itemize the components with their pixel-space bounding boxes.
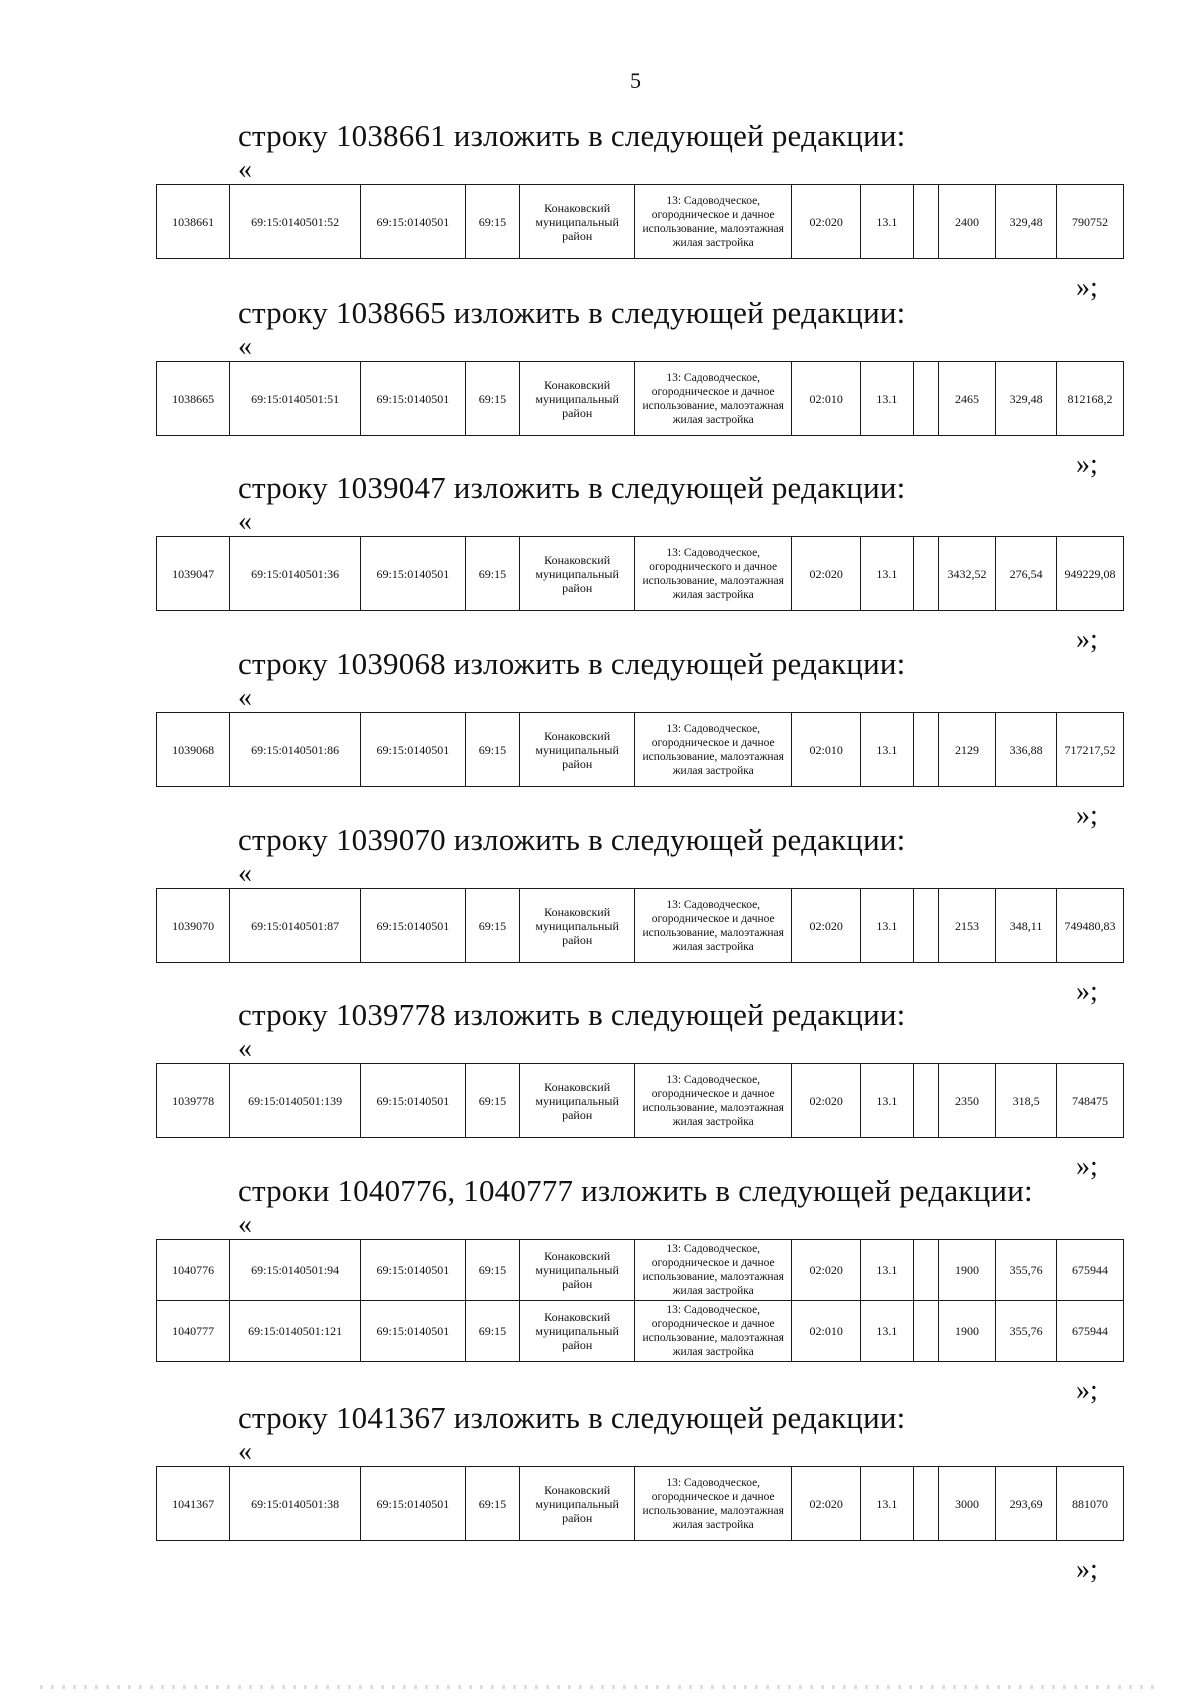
municipality-cell: Конаковский муниципальный район	[520, 362, 635, 436]
land-use-cell: 13: Садоводческое, огородническое и дачное использование, малоэтажная жилая застройка	[635, 1301, 792, 1362]
registry-table	[156, 1063, 1124, 1138]
area-cell: 2350	[938, 1064, 996, 1138]
table-row	[157, 362, 1124, 436]
cadastral-value-cell: 881070	[1056, 1467, 1123, 1541]
specific-value-cell: 329,48	[996, 185, 1057, 259]
registry-table	[156, 184, 1124, 259]
land-use-cell: 13: Садоводческое, огородническое и дачное использование, малоэтажная жилая застройка	[635, 1467, 792, 1541]
close-quote: »;	[1076, 976, 1098, 1007]
area-cell: 1900	[938, 1301, 996, 1362]
district-code-cell: 69:15	[465, 1064, 519, 1138]
amendment-block	[0, 646, 1200, 850]
registry-table	[156, 1239, 1124, 1362]
land-use-cell: 13: Садоводческое, огороднического и дачное использование, малоэтажная жилая застройка	[635, 537, 792, 611]
amendment-heading: строку 1038665 изложить в следующей редакции:	[238, 295, 906, 330]
land-use-cell: 13: Садоводческое, огородническое и дачное использование, малоэтажная жилая застройка	[635, 185, 792, 259]
code-cell: 02:020	[792, 889, 861, 963]
amendment-heading: строку 1039047 изложить в следующей редакции:	[238, 470, 906, 505]
close-quote: »;	[1076, 1554, 1098, 1585]
district-code-cell: 69:15	[465, 1467, 519, 1541]
group-cell: 13.1	[861, 1240, 913, 1301]
land-use-cell: 13: Садоводческое, огородническое и дачное использование, малоэтажная жилая застройка	[635, 362, 792, 436]
district-code-cell: 69:15	[465, 537, 519, 611]
cadastral-value-cell: 717217,52	[1056, 713, 1123, 787]
municipality-cell: Конаковский муниципальный район	[520, 1301, 635, 1362]
municipality-cell: Конаковский муниципальный район	[520, 185, 635, 259]
empty-cell	[913, 185, 938, 259]
cadastral-number-cell: 69:15:0140501:121	[230, 1301, 361, 1362]
specific-value-cell: 329,48	[996, 362, 1057, 436]
cadastral-number-cell: 69:15:0140501:139	[230, 1064, 361, 1138]
cadastral-number-cell: 69:15:0140501:87	[230, 889, 361, 963]
area-cell: 3000	[938, 1467, 996, 1541]
code-cell: 02:010	[792, 713, 861, 787]
land-use-cell: 13: Садоводческое, огородническое и дачное использование, малоэтажная жилая застройка	[635, 713, 792, 787]
cadastral-number-cell: 69:15:0140501:36	[230, 537, 361, 611]
amendment-heading: строку 1039070 изложить в следующей редакции:	[238, 822, 906, 857]
empty-cell	[913, 1301, 938, 1362]
group-cell: 13.1	[861, 537, 913, 611]
amendment-block	[0, 997, 1200, 1201]
district-code-cell: 69:15	[465, 889, 519, 963]
quarter-cell: 69:15:0140501	[361, 1467, 466, 1541]
open-quote: «	[238, 331, 252, 362]
quarter-cell: 69:15:0140501	[361, 537, 466, 611]
empty-cell	[913, 362, 938, 436]
land-use-cell: 13: Садоводческое, огородническое и дачное использование, малоэтажная жилая застройка	[635, 1240, 792, 1301]
quarter-cell: 69:15:0140501	[361, 185, 466, 259]
specific-value-cell: 348,11	[996, 889, 1057, 963]
group-cell: 13.1	[861, 1064, 913, 1138]
amendment-heading: строку 1041367 изложить в следующей редакции:	[238, 1400, 906, 1435]
amendment-heading: строку 1039068 изложить в следующей редакции:	[238, 646, 906, 681]
registry-table	[156, 888, 1124, 963]
table-row	[157, 537, 1124, 611]
code-cell: 02:020	[792, 1064, 861, 1138]
amendment-block	[0, 118, 1200, 322]
code-cell: 02:010	[792, 362, 861, 436]
municipality-cell: Конаковский муниципальный район	[520, 537, 635, 611]
quarter-cell: 69:15:0140501	[361, 1301, 466, 1362]
group-cell: 13.1	[861, 1467, 913, 1541]
municipality-cell: Конаковский муниципальный район	[520, 1064, 635, 1138]
registry-table	[156, 361, 1124, 436]
code-cell: 02:020	[792, 1240, 861, 1301]
table-row	[157, 1301, 1124, 1362]
close-quote: »;	[1076, 449, 1098, 480]
cadastral-number-cell: 69:15:0140501:86	[230, 713, 361, 787]
area-cell: 2400	[938, 185, 996, 259]
cadastral-number-cell: 69:15:0140501:94	[230, 1240, 361, 1301]
municipality-cell: Конаковский муниципальный район	[520, 713, 635, 787]
quarter-cell: 69:15:0140501	[361, 1240, 466, 1301]
district-code-cell: 69:15	[465, 1240, 519, 1301]
specific-value-cell: 318,5	[996, 1064, 1057, 1138]
land-use-cell: 13: Садоводческое, огородническое и дачное использование, малоэтажная жилая застройка	[635, 889, 792, 963]
cadastral-value-cell: 812168,2	[1056, 362, 1123, 436]
amendment-heading: строку 1038661 изложить в следующей редакции:	[238, 118, 906, 153]
area-cell: 3432,52	[938, 537, 996, 611]
open-quote: «	[238, 1436, 252, 1467]
row-id-cell: 1039047	[157, 537, 230, 611]
specific-value-cell: 355,76	[996, 1301, 1057, 1362]
area-cell: 2129	[938, 713, 996, 787]
amendment-heading: строку 1039778 изложить в следующей редакции:	[238, 997, 906, 1032]
open-quote: «	[238, 858, 252, 889]
table-row	[157, 185, 1124, 259]
table-row	[157, 1240, 1124, 1301]
cadastral-number-cell: 69:15:0140501:51	[230, 362, 361, 436]
district-code-cell: 69:15	[465, 185, 519, 259]
row-id-cell: 1039070	[157, 889, 230, 963]
area-cell: 2465	[938, 362, 996, 436]
amendment-block	[0, 295, 1200, 499]
close-quote: »;	[1076, 624, 1098, 655]
district-code-cell: 69:15	[465, 713, 519, 787]
cadastral-value-cell: 675944	[1056, 1240, 1123, 1301]
table-row	[157, 889, 1124, 963]
empty-cell	[913, 1064, 938, 1138]
close-quote: »;	[1076, 272, 1098, 303]
amendment-block	[0, 822, 1200, 1026]
cadastral-number-cell: 69:15:0140501:38	[230, 1467, 361, 1541]
cadastral-number-cell: 69:15:0140501:52	[230, 185, 361, 259]
empty-cell	[913, 1240, 938, 1301]
empty-cell	[913, 713, 938, 787]
table-row	[157, 713, 1124, 787]
row-id-cell: 1040777	[157, 1301, 230, 1362]
specific-value-cell: 276,54	[996, 537, 1057, 611]
open-quote: «	[238, 1209, 252, 1240]
municipality-cell: Конаковский муниципальный район	[520, 889, 635, 963]
empty-cell	[913, 537, 938, 611]
district-code-cell: 69:15	[465, 362, 519, 436]
amendment-block	[0, 470, 1200, 674]
registry-table	[156, 536, 1124, 611]
land-use-cell: 13: Садоводческое, огородническое и дачное использование, малоэтажная жилая застройка	[635, 1064, 792, 1138]
row-id-cell: 1039068	[157, 713, 230, 787]
area-cell: 2153	[938, 889, 996, 963]
quarter-cell: 69:15:0140501	[361, 362, 466, 436]
empty-cell	[913, 889, 938, 963]
open-quote: «	[238, 1033, 252, 1064]
amendment-block	[0, 1400, 1200, 1604]
cadastral-value-cell: 749480,83	[1056, 889, 1123, 963]
cadastral-value-cell: 790752	[1056, 185, 1123, 259]
code-cell: 02:020	[792, 537, 861, 611]
row-id-cell: 1039778	[157, 1064, 230, 1138]
quarter-cell: 69:15:0140501	[361, 713, 466, 787]
close-quote: »;	[1076, 1375, 1098, 1406]
group-cell: 13.1	[861, 889, 913, 963]
group-cell: 13.1	[861, 362, 913, 436]
open-quote: «	[238, 506, 252, 537]
cadastral-value-cell: 675944	[1056, 1301, 1123, 1362]
row-id-cell: 1041367	[157, 1467, 230, 1541]
specific-value-cell: 355,76	[996, 1240, 1057, 1301]
open-quote: «	[238, 682, 252, 713]
code-cell: 02:020	[792, 1467, 861, 1541]
close-quote: »;	[1076, 1151, 1098, 1182]
quarter-cell: 69:15:0140501	[361, 1064, 466, 1138]
scan-noise	[40, 1685, 1160, 1689]
group-cell: 13.1	[861, 713, 913, 787]
close-quote: »;	[1076, 800, 1098, 831]
row-id-cell: 1038661	[157, 185, 230, 259]
table-row	[157, 1064, 1124, 1138]
specific-value-cell: 293,69	[996, 1467, 1057, 1541]
row-id-cell: 1040776	[157, 1240, 230, 1301]
table-row	[157, 1467, 1124, 1541]
group-cell: 13.1	[861, 185, 913, 259]
district-code-cell: 69:15	[465, 1301, 519, 1362]
quarter-cell: 69:15:0140501	[361, 889, 466, 963]
open-quote: «	[238, 154, 252, 185]
specific-value-cell: 336,88	[996, 713, 1057, 787]
group-cell: 13.1	[861, 1301, 913, 1362]
code-cell: 02:020	[792, 185, 861, 259]
page-number: 5	[630, 68, 641, 93]
municipality-cell: Конаковский муниципальный район	[520, 1467, 635, 1541]
row-id-cell: 1038665	[157, 362, 230, 436]
amendment-heading: строки 1040776, 1040777 изложить в следующей редакции:	[238, 1173, 1033, 1208]
empty-cell	[913, 1467, 938, 1541]
cadastral-value-cell: 748475	[1056, 1064, 1123, 1138]
registry-table	[156, 1466, 1124, 1541]
area-cell: 1900	[938, 1240, 996, 1301]
code-cell: 02:010	[792, 1301, 861, 1362]
amendment-block	[0, 1173, 1200, 1425]
cadastral-value-cell: 949229,08	[1056, 537, 1123, 611]
municipality-cell: Конаковский муниципальный район	[520, 1240, 635, 1301]
registry-table	[156, 712, 1124, 787]
